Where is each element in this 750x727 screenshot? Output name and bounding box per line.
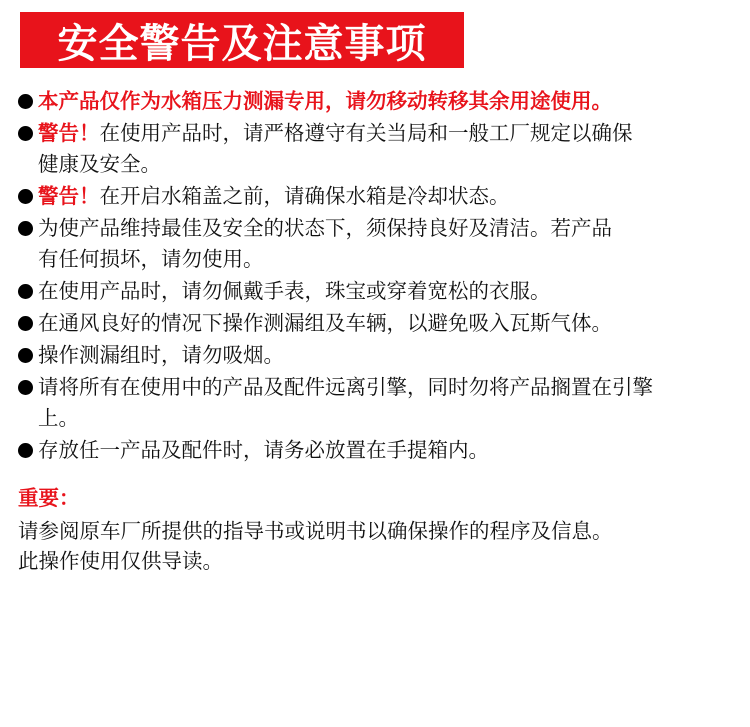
notice-heading: 重要： [18, 486, 80, 510]
warning-body [38, 118, 744, 180]
title-banner [20, 12, 464, 68]
bullet-icon [18, 276, 38, 307]
bullet-dot-icon [18, 443, 33, 458]
warning-text: 存放任一产品及配件时，请务必放置在手提箱内。 [38, 438, 489, 462]
bullet-icon [18, 340, 38, 371]
bullet-icon [18, 372, 38, 403]
warning-body [38, 372, 744, 434]
warning-text: 在通风良好的情况下操作测漏组及车辆，以避免吸入瓦斯气体。 [38, 311, 612, 335]
warning-body [38, 435, 744, 466]
bullet-dot-icon [18, 94, 33, 109]
warning-prefix: 警告！ [38, 184, 100, 208]
warning-item [18, 86, 744, 117]
bullet-icon [18, 308, 38, 339]
bullet-icon [18, 118, 38, 149]
warning-body [38, 86, 744, 117]
warning-body [38, 340, 744, 371]
warning-item [18, 435, 744, 466]
warning-item [18, 213, 744, 275]
warning-item [18, 181, 744, 212]
bullet-dot-icon [18, 284, 33, 299]
warning-text: 操作测漏组时，请勿吸烟。 [38, 343, 284, 367]
warning-text: 请将所有在使用中的产品及配件远离引擎，同时勿将产品搁置在引擎 上。 [38, 375, 653, 430]
warning-item [18, 372, 744, 434]
bullet-icon [18, 435, 38, 466]
bullet-dot-icon [18, 221, 33, 236]
warning-body [38, 213, 744, 275]
bullet-dot-icon [18, 126, 33, 141]
bullet-icon [18, 181, 38, 212]
warning-item [18, 276, 744, 307]
warning-text: 本产品仅作为水箱压力测漏专用，请勿移动转移其余用途使用。 [38, 89, 612, 113]
warning-item [18, 308, 744, 339]
warning-body [38, 276, 744, 307]
warning-list [18, 86, 744, 467]
warning-body [38, 181, 744, 212]
warning-item [18, 118, 744, 180]
warning-body [38, 308, 744, 339]
page-title: 安全警告及注意事项 [57, 20, 427, 67]
bullet-dot-icon [18, 380, 33, 395]
warning-item [18, 340, 744, 371]
bullet-dot-icon [18, 348, 33, 363]
warning-prefix: 警告！ [38, 121, 100, 145]
warning-text: 在开启水箱盖之前，请确保水箱是冷却状态。 [99, 184, 510, 208]
notice-line: 请参阅原车厂所提供的指导书或说明书以确保操作的程序及信息。 [18, 519, 613, 543]
bullet-icon [18, 86, 38, 117]
notice-line: 此操作使用仅供导读。 [18, 549, 223, 573]
warning-text: 为使产品维持最佳及安全的状态下，须保持良好及清洁。若产品 有任何损坏，请勿使用。 [38, 216, 612, 271]
warning-text: 在使用产品时，请勿佩戴手表，珠宝或穿着宽松的衣服。 [38, 279, 551, 303]
bullet-icon [18, 213, 38, 244]
bullet-dot-icon [18, 189, 33, 204]
bullet-dot-icon [18, 316, 33, 331]
warning-text: 在使用产品时，请严格遵守有关当局和一般工厂规定以确保 健康及安全。 [38, 121, 633, 176]
